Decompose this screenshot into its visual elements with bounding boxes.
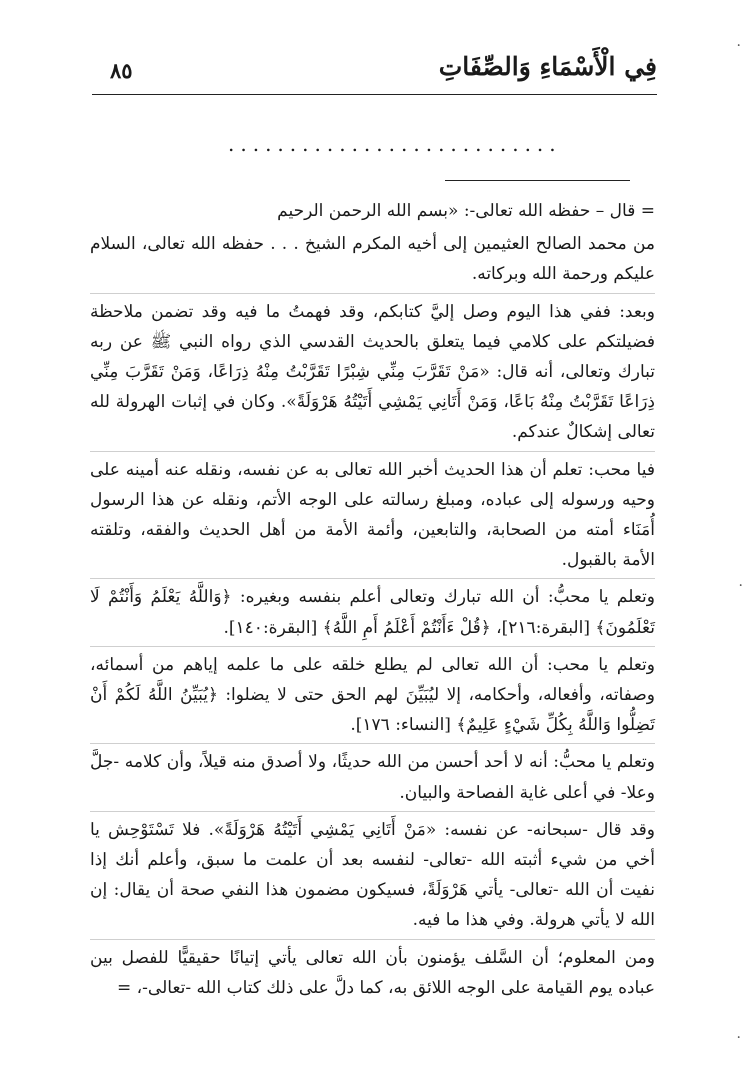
paragraph-knowledge: وتعلم يا محبُّ: أن الله تبارك وتعالى أعلم بنفسه وبغيره: ﴿وَاللَّهُ يَعْلَمُ وَأَنْتُمْ لَا تَعْلَمُونَ﴾ [البقرة:٢١٦]، ﴿قُلْ ءَأَنْتُمْ أَعْلَمُ أَمِ اللَّهُ﴾ [البقرة:١٤٠]. <box>90 582 655 646</box>
page-header <box>100 52 657 92</box>
footnote-rule <box>445 180 630 181</box>
paragraph-salaf: ومن المعلوم؛ أن السَّلف يؤمنون بأن الله تعالى يأتي إتيانًا حقيقيًّا للفصل بين عباده يوم القيامة على الوجه اللائق به، كما دلَّ على ذلك كتاب الله -تعالى-، = <box>90 947 655 998</box>
running-title: فِي الْأَسْمَاءِ وَالصِّفَاتِ <box>438 52 657 81</box>
paragraph-hadith: وبعد: ففي هذا اليوم وصل إليَّ كتابكم، وقد فهمتُ ما فيه وقد تضمن ملاحظة فضيلتكم على كلامي فيما يتعلق بالحديث القدسي الذي رواه النبي ﷺ عن ربه تبارك وتعالى، أنه قال: «مَنْ تَقَرَّبَ مِنِّي شِبْرًا تَقَرَّبْتُ مِنْهُ ذِرَاعًا، وَمَنْ تَقَرَّبَ مِنِّي ذِرَاعًا تَقَرَّبْتُ مِنْهُ بَاعًا، وَمَنْ أَتَانِي يَمْشِي أَتَيْتُهُ هَرْوَلَةً». وكان في إثبات الهرولة لله تعالى إشكالٌ عندكم. <box>90 297 655 452</box>
header-rule <box>92 94 657 95</box>
scan-mark-top: · <box>736 38 741 54</box>
paragraph-eloquence: وتعلم يا محبُّ: أنه لا أحد أحسن من الله حديثًا، ولا أصدق منه قيلاً، وأن كلامه -جلَّ وعلا- في أعلى غاية الفصاحة والبيان. <box>90 747 655 811</box>
footnote-text <box>90 196 655 1006</box>
paragraph-harwala: وقد قال -سبحانه- عن نفسه: «مَنْ أَتَانِي يَمْشِي أَتَيْتُهُ هَرْوَلَةً». فلا تَسْتَوْحِش يا أخي من شيء أثبته الله -تعالى- لنفسه بعد أن علمت ما سبق، وأعلم أنك إذا نفيت أن الله -تعالى- يأتي هَرْوَلَةً، فسيكون مضمون هذا النفي صحة أن يقال: إن الله لا يأتي هرولة. وفي هذا ما فيه. <box>90 815 655 940</box>
scan-mark-middle: · <box>738 578 743 594</box>
paragraph-transmission: فيا محب: تعلم أن هذا الحديث أخبر الله تعالى به عن نفسه، ونقله عنه أمينه على وحيه ورسوله إلى عباده، ومبلغ رسالته على الوجه الأتم، ونقله عن هذا الرسول أُمَنَاء أمته من الصحابة، والتابعين، وأئمة الأمة من أهل الحديث والفقه، وتلقته الأمة بالقبول. <box>90 455 655 580</box>
paragraph-salutation: من محمد الصالح العثيمين إلى أخيه المكرم الشيخ . . . حفظه الله تعالى، السلام عليكم ورحمة الله وبركاته. <box>90 229 655 293</box>
paragraph-opening: = قال – حفظه الله تعالى-: «بسم الله الرحمن الرحيم <box>277 201 655 221</box>
paragraph-clarification: وتعلم يا محب: أن الله تعالى لم يطلع خلقه على ما علمه إياهم من أسمائه، وصفاته، وأفعاله، وأحكامه، إلا ليُبَيِّنَ لهم الحق حتى لا يضلوا: ﴿يُبَيِّنُ اللَّهُ لَكُمْ أَنْ تَضِلُّوا وَاللَّهُ بِكُلِّ شَيْءٍ عَلِيمٌ﴾ [النساء: ١٧٦]. <box>90 650 655 745</box>
scan-mark-bottom: · <box>736 1030 741 1046</box>
separator-dots: ........................... <box>228 132 562 156</box>
page-number: ٨٥ <box>110 58 133 83</box>
